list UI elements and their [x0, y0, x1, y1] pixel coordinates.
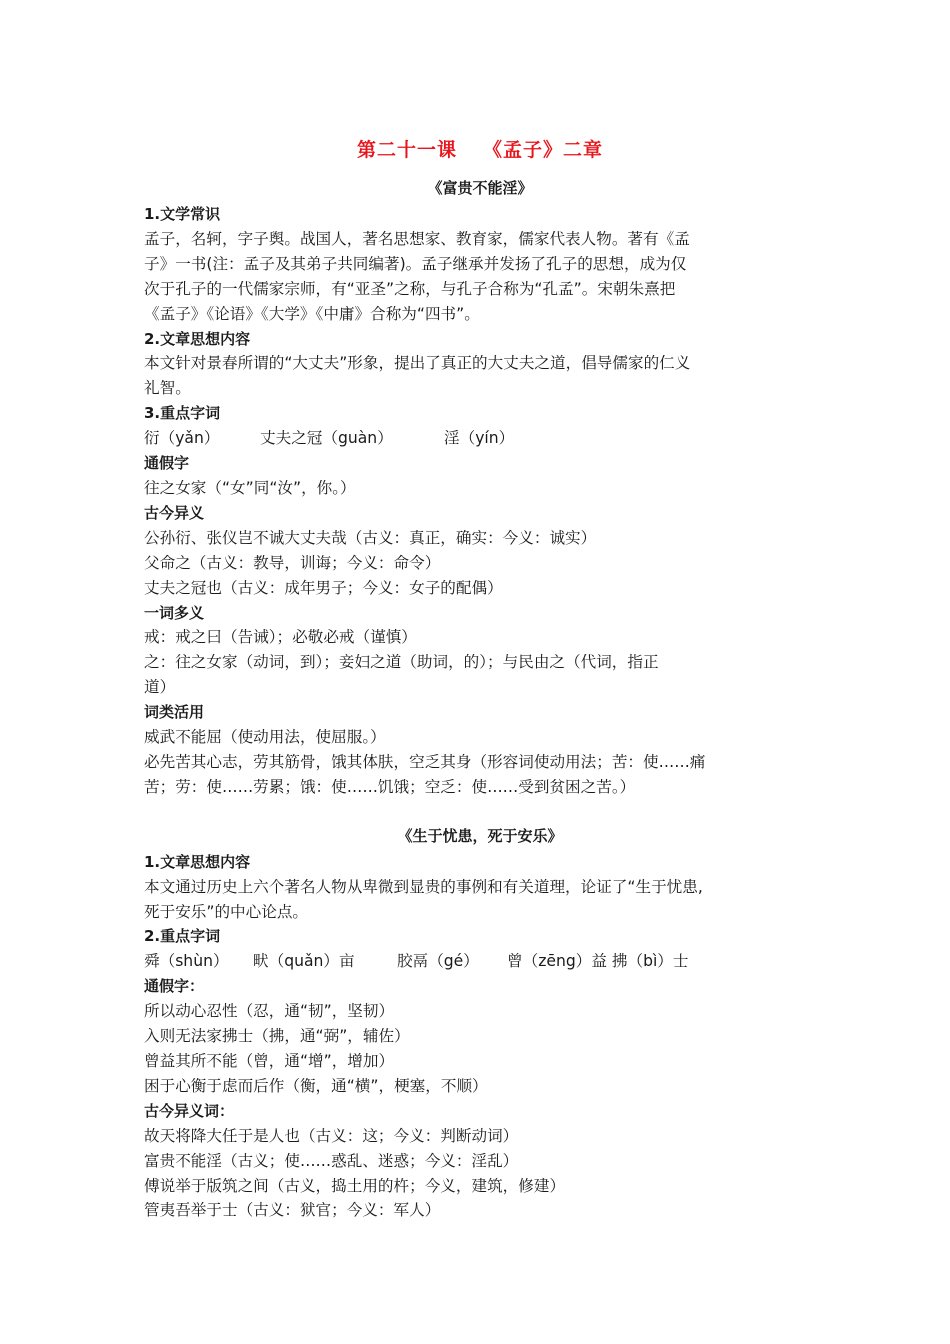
lesson-title [144, 136, 816, 164]
section1-heading-yici: 一词多义 [144, 603, 205, 622]
yici-item: 戒：戒之曰（告诫）；必敬必戒（谨慎） [144, 628, 417, 647]
section2-heading-thought: 1.文章思想内容 [144, 852, 251, 871]
paragraph-line: 死于安乐”的中心论点。 [144, 902, 309, 921]
keyword-item: 畎（quǎn）亩 [253, 952, 355, 971]
lesson-number: 第二十一课 [356, 139, 457, 161]
tongjia-item: 入则无法家拂士（拂，通“弼”，辅佐） [144, 1027, 410, 1046]
section2-heading-gujin: 古今异义词： [144, 1101, 235, 1120]
document-body [144, 136, 816, 1223]
keyword-line [144, 949, 816, 974]
tongjia-item: 困于心衡于虑而后作（衡，通“横”，梗塞，不顺） [144, 1076, 488, 1095]
gujin-item: 丈夫之冠也（古义：成年男子；今义：女子的配偶） [144, 578, 503, 597]
keyword-item: 胶鬲（gé） [397, 952, 479, 971]
tongjia-item: 所以动心忍性（忍，通“韧”，坚韧） [144, 1002, 395, 1021]
gujin-item: 故天将降大任于是人也（古义：这；今义：判断动词） [144, 1126, 519, 1145]
keyword-item: 曾（zēng）益 拂（bì）士 [507, 952, 689, 971]
tongjia-item: 曾益其所不能（曾，通“增”，增加） [144, 1052, 395, 1070]
lesson-name: 《孟子》二章 [483, 139, 604, 161]
section1-heading-keywords: 3.重点字词 [144, 404, 221, 423]
keyword-item: 舜（shùn） [144, 952, 229, 971]
paragraph-line: 子》一书(注：孟子及其弟子共同编著)。孟子继承并发扬了孔子的思想，成为仅 [144, 254, 687, 273]
gujin-item: 管夷吾举于士（古义：狱官；今义：军人） [144, 1201, 441, 1220]
gujin-item: 父命之（古义：教导，训诲；今义：命令） [144, 553, 441, 572]
section1-title: 《富贵不能淫》 [427, 179, 533, 197]
paragraph-line: 《孟子》《论语》《大学》《中庸》合称为“四书”。 [144, 304, 480, 323]
cilei-item: 威武不能屈（使动用法，使屈服。） [144, 728, 386, 747]
gujin-item: 富贵不能淫（古义；使……惑乱、迷惑；今义：淫乱） [144, 1151, 519, 1170]
cilei-item: 苦；劳：使……劳累；饿：使……饥饿；空乏：使……受到贫困之苦。） [144, 777, 636, 796]
section2-heading-keywords: 2.重点字词 [144, 927, 221, 946]
keyword-line [144, 426, 816, 451]
paragraph-line: 孟子，名轲，字子舆。战国人，著名思想家、教育家，儒家代表人物。著有《孟 [144, 229, 690, 248]
keyword-item: 丈夫之冠（guàn） [260, 429, 393, 448]
cilei-item: 必先苦其心志，劳其筋骨，饿其体肤，空乏其身（形容词使动用法；苦：使……痛 [144, 752, 706, 771]
section1-heading-thought: 2.文章思想内容 [144, 329, 251, 348]
section1-heading-tongjia: 通假字 [144, 454, 190, 473]
section1-heading-literature: 1.文学常识 [144, 205, 221, 223]
section1-heading-cilei: 词类活用 [144, 703, 205, 722]
keyword-item: 淫（yín） [444, 429, 515, 448]
yici-item: 道） [144, 678, 176, 697]
section2-title: 《生于忧患，死于安乐》 [397, 826, 563, 845]
section2-heading-tongjia: 通假字： [144, 977, 205, 996]
yici-item: 之：往之女家（动词，到）；妾妇之道（助词，的）；与民由之（代词，指正 [144, 653, 659, 672]
section1-heading-gujin: 古今异义 [144, 503, 205, 522]
paragraph-line: 礼智。 [144, 379, 191, 398]
tongjia-item: 往之女家（“女”同“汝”，你。） [144, 478, 356, 497]
gujin-item: 公孙衍、张仪岂不诚大丈夫哉（古义：真正，确实：今义：诚实） [144, 528, 597, 547]
keyword-item: 衍（yǎn） [144, 429, 220, 448]
paragraph-line: 本文通过历史上六个著名人物从卑微到显贵的事例和有关道理，论证了“生于忧患, [144, 877, 703, 896]
gujin-item: 傅说举于版筑之间（古义，捣土用的杵；今义，建筑，修建） [144, 1176, 566, 1195]
paragraph-line: 次于孔子的一代儒家宗师，有“亚圣”之称，与孔子合称为“孔孟”。宋朝朱熹把 [144, 279, 676, 298]
paragraph-line: 本文针对景春所谓的“大丈夫”形象，提出了真正的大丈夫之道，倡导儒家的仁义 [144, 354, 691, 373]
